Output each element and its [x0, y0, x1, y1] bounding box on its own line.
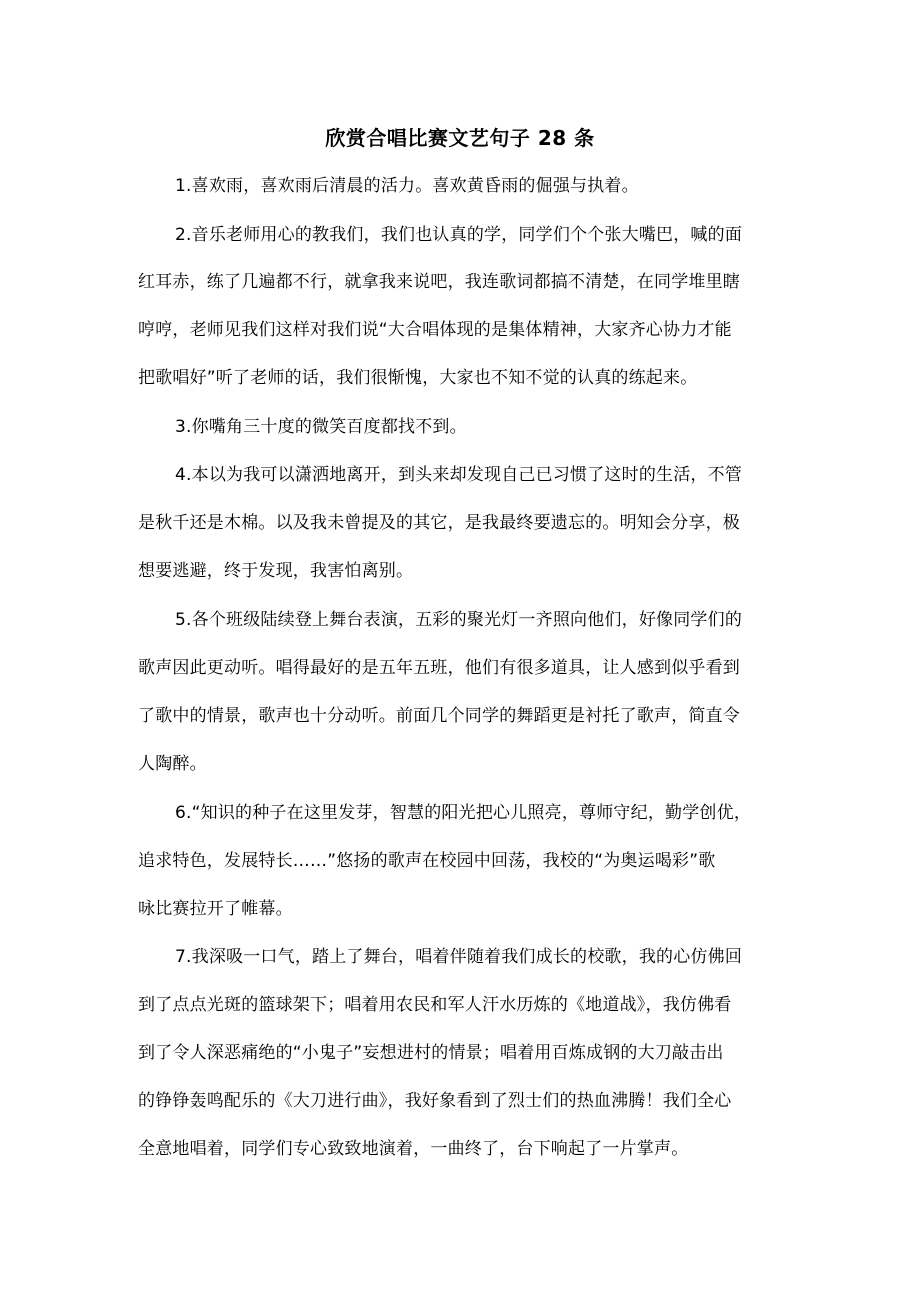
- paragraph-5-line-4: 人陶醉。: [138, 754, 207, 774]
- paragraph-4-line-3: 想要逃避，终于发现，我害怕离别。: [138, 561, 414, 581]
- paragraph-5-line-2: 歌声因此更动听。唱得最好的是五年五班，他们有很多道具，让人感到似乎看到: [138, 658, 740, 678]
- paragraph-7-line-1: 7.我深吸一口气，踏上了舞台，唱着伴随着我们成长的校歌，我的心仿佛回: [175, 947, 743, 967]
- paragraph-7-line-3: 到了令人深恶痛绝的“小鬼子”妄想进村的情景；唱着用百炼成钢的大刀敲击出: [138, 1043, 724, 1063]
- paragraph-6-line-2: 追求特色，发展特长……”悠扬的歌声在校园中回荡，我校的“为奥运喝彩”歌: [138, 851, 716, 871]
- paragraph-2-line-3: 哼哼，老师见我们这样对我们说“大合唱体现的是集体精神，大家齐心协力才能: [138, 320, 732, 340]
- paragraph-2-line-2: 红耳赤，练了几遍都不行，就拿我来说吧，我连歌词都搞不清楚，在同学堆里瞎: [138, 272, 740, 292]
- document-title: 欣赏合唱比赛文艺句子 28 条: [325, 126, 595, 150]
- paragraph-2-line-1: 2.音乐老师用心的教我们，我们也认真的学，同学们个个张大嘴巴，喊的面: [175, 225, 743, 245]
- paragraph-7-line-2: 到了点点光斑的篮球架下；唱着用农民和军人汗水历炼的《地道战》，我仿佛看: [138, 995, 732, 1015]
- paragraph-3-line-1: 3.你嘴角三十度的微笑百度都找不到。: [175, 417, 467, 437]
- paragraph-6-line-3: 咏比赛拉开了帷幕。: [138, 899, 293, 919]
- paragraph-5-line-1: 5.各个班级陆续登上舞台表演，五彩的聚光灯一齐照向他们，好像同学们的: [175, 610, 743, 630]
- paragraph-4-line-2: 是秋千还是木棉。以及我未曾提及的其它，是我最终要遗忘的。明知会分享，极: [138, 513, 740, 533]
- paragraph-1-line-1: 1.喜欢雨，喜欢雨后清晨的活力。喜欢黄昏雨的倔强与执着。: [175, 176, 639, 196]
- paragraph-5-line-3: 了歌中的情景，歌声也十分动听。前面几个同学的舞蹈更是衬托了歌声，简直令: [138, 706, 740, 726]
- paragraph-2-line-4: 把歌唱好”听了老师的话，我们很惭愧，大家也不知不觉的认真的练起来。: [138, 368, 698, 388]
- paragraph-7-line-4: 的铮铮轰鸣配乐的《大刀进行曲》，我好象看到了烈士们的热血沸腾！我们全心: [138, 1091, 732, 1111]
- paragraph-4-line-1: 4.本以为我可以潇洒地离开，到头来却发现自己已习惯了这时的生活，不管: [175, 465, 743, 485]
- paragraph-6-line-1: 6.“知识的种子在这里发芽，智慧的阳光把心儿照亮，尊师守纪，勤学创优，: [175, 803, 752, 823]
- paragraph-7-line-5: 全意地唱着，同学们专心致致地演着，一曲终了，台下响起了一片掌声。: [138, 1139, 689, 1159]
